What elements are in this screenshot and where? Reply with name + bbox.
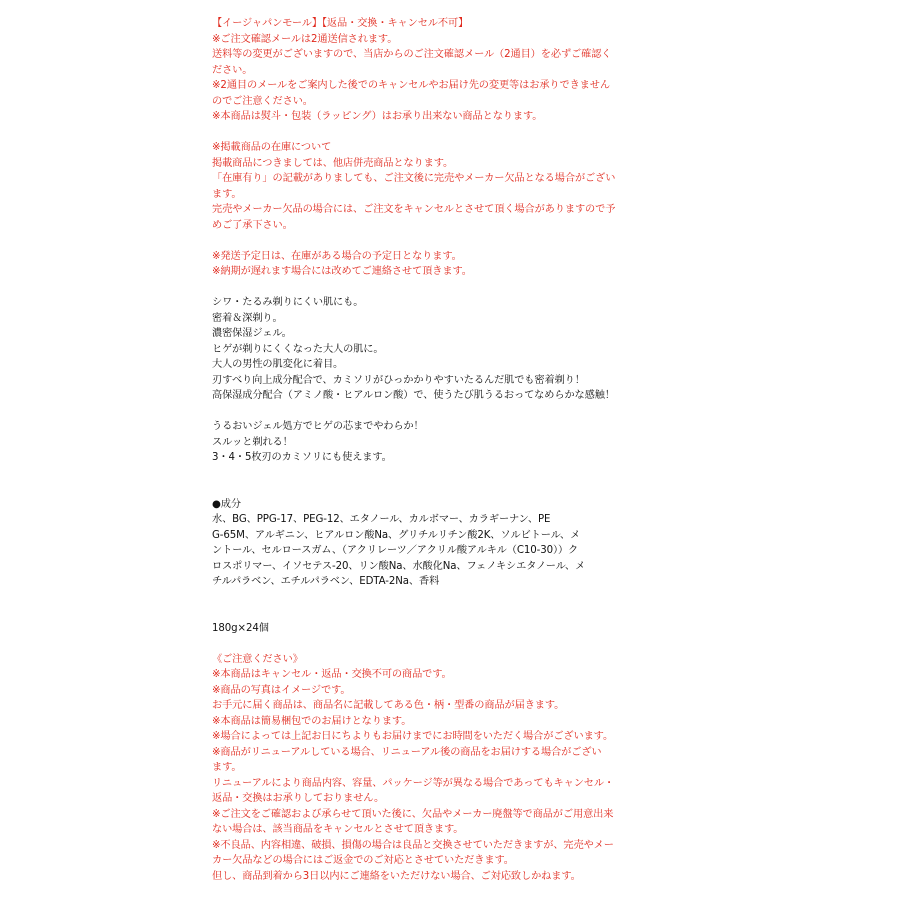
- caution-line: ※ご注文をご確認および承らせて頂いた後に、欠品やメーカー廃盤等で商品がご用意出来: [212, 808, 614, 820]
- usage-line: うるおいジェル処方でヒゲの芯までやわらか！: [212, 421, 424, 432]
- caution-block: [212, 652, 672, 885]
- notice-line: 「在庫有り」の記載がありましても、ご注文後に完売やメーカー欠品となる場合がござい: [212, 173, 616, 184]
- feature-line: 濃密保湿ジェル。: [212, 328, 292, 339]
- feature-line: シワ・たるみ剃りにくい肌にも。: [212, 297, 364, 308]
- caution-line: お手元に届く商品は、商品名に記載してある色・柄・型番の商品が届きます。: [212, 700, 565, 711]
- feature-line: 大人の男性の肌変化に着目。: [212, 359, 344, 370]
- ingredients-line: G-65M、アルギニン、ヒアルロン酸Na、グリチルリチン酸2K、ソルビトール、メ: [212, 529, 581, 541]
- feature-line: 密着＆深剃り。: [212, 312, 283, 324]
- shipping-notice-block: [212, 249, 672, 280]
- caution-line: リニューアルにより商品内容、容量、パッケージ等が異なる場合であってもキャンセル・: [212, 777, 615, 789]
- notice-line: ※本商品は熨斗・包装（ラッピング）はお承り出来ない商品となります。: [212, 111, 543, 122]
- caution-line: ない場合は、該当商品をキャンセルとさせて頂きます。: [212, 824, 464, 835]
- usage-line: 3・4・5枚刃のカミソリにも使えます。: [212, 452, 392, 463]
- product-features-block: [212, 295, 672, 404]
- notice-line: のでご注意ください。: [212, 95, 313, 107]
- caution-heading: 《ご注意ください》: [212, 653, 303, 665]
- caution-line: ます。: [212, 762, 242, 773]
- caution-line: ※本商品は簡易梱包でのお届けとなります。: [212, 715, 412, 727]
- feature-line: 刃すべり向上成分配合で、カミソリがひっかかりやすいたるんだ肌でも密着剃り！: [212, 374, 585, 386]
- caution-line: カー欠品などの場合にはご返金でのご対応とさせていただきます。: [212, 855, 514, 866]
- notice-line: めご了承下さい。: [212, 219, 293, 231]
- feature-line: 高保湿成分配合（アミノ酸・ヒアルロン酸）で、使うたび肌うるおってなめらかな感触！: [212, 390, 615, 401]
- notice-line: ます。: [212, 188, 242, 200]
- stock-notice-heading: ※掲載商品の在庫について: [212, 142, 332, 153]
- notice-line: ※2通目のメールをご案内した後でのキャンセルやお届け先の変更等はお承りできません: [212, 80, 610, 91]
- caution-line: 返品・交換はお承りしておりません。: [212, 793, 385, 804]
- notice-line: ※納期が遅れます場合には改めてご連絡させて頂きます。: [212, 266, 472, 277]
- caution-line: ※商品の写真はイメージです。: [212, 684, 351, 696]
- product-usage-block: [212, 419, 672, 466]
- stock-notice-block: [212, 140, 672, 233]
- caution-line: ※不良品、内容相違、破損、損傷の場合は良品と交換させていただきますが、完売やメー: [212, 839, 614, 851]
- product-description: [212, 16, 672, 884]
- quantity-block: [212, 621, 672, 637]
- notice-line: ※ご注文確認メールは2通送信されます。: [212, 33, 398, 45]
- ingredients-line: ロスポリマー、イソセテス-20、リン酸Na、水酸化Na、フェノキシエタノール、メ: [212, 560, 586, 572]
- caution-line: ※場合によっては上記お日にちよりもお届けまでにお時間をいただく場合がございます。: [212, 731, 614, 742]
- caution-line: ※本商品はキャンセル・返品・交換不可の商品です。: [212, 669, 452, 680]
- notice-line: ださい。: [212, 64, 253, 76]
- notice-line: ※発送予定日は、在庫がある場合の予定日となります。: [212, 250, 462, 262]
- store-header-line: 【イージャパンモール】【返品・交換・キャンセル不可】: [212, 18, 469, 29]
- ingredients-heading: ●成分: [212, 498, 241, 510]
- quantity-text: 180g×24個: [212, 622, 269, 634]
- ingredients-line: チルパラベン、エチルパラベン、EDTA-2Na、香料: [212, 576, 440, 587]
- ingredients-line: 水、BG、PPG-17、PEG-12、エタノール、カルボマー、カラギーナン、PE: [212, 514, 551, 525]
- feature-line: ヒゲが剃りにくくなった大人の肌に。: [212, 343, 384, 355]
- caution-line: ※商品がリニューアルしている場合、リニューアル後の商品をお届けする場合がござい: [212, 746, 602, 758]
- usage-line: スルッと剃れる！: [212, 436, 293, 448]
- ingredients-block: [212, 497, 672, 590]
- store-notice-block: [212, 16, 672, 125]
- caution-line: 但し、商品到着から3日以内にご連絡をいただけない場合、ご対応致しかねます。: [212, 870, 581, 882]
- notice-line: 完売やメーカー欠品の場合には、ご注文をキャンセルとさせて頂く場合がありますので予: [212, 204, 616, 215]
- notice-line: 掲載商品につきましては、他店併売商品となります。: [212, 157, 454, 169]
- ingredients-line: ントール、セルロースガム、（アクリレーツ／アクリル酸アルキル（C10-30））ク: [212, 545, 579, 556]
- notice-line: 送料等の変更がございますので、当店からのご注文確認メール（2通目）を必ずご確認く: [212, 49, 612, 60]
